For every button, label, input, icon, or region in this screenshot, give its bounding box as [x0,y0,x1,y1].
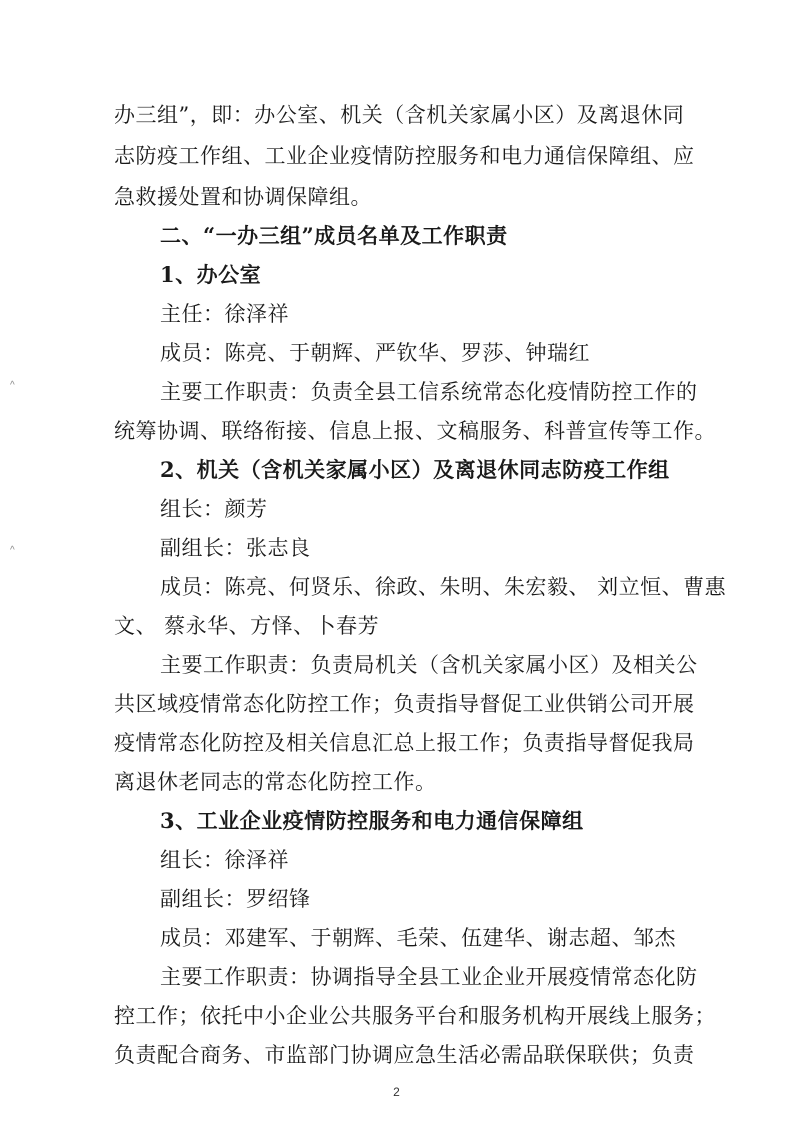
paragraph-line: 疫情常态化防控及相关信息汇总上报工作；负责指导督促我局 [114,731,695,755]
paragraph-line: 主要工作职责：负责局机关（含机关家属小区）及相关公 [160,653,698,677]
subsection-heading: 3、工业企业疫情防控服务和电力通信保障组 [160,808,584,833]
page-number: 2 [393,1085,400,1099]
paragraph-line: 负责配合商务、市监部门协调应急生活必需品联保联供；负责 [114,1043,695,1067]
paragraph-line: 离退休老同志的常态化防控工作。 [114,770,437,794]
paragraph-line: 主要工作职责：负责全县工信系统常态化疫情防控工作的 [160,380,698,404]
paragraph-line: 组长：颜芳 [160,497,268,521]
subsection-heading: 1、办公室 [160,262,262,287]
section-heading: 二、“一办三组”成员名单及工作职责 [160,223,508,248]
paragraph-line: 共区域疫情常态化防控工作；负责指导督促工业供销公司开展 [114,692,695,716]
paragraph-line: 文、 蔡永华、方怿、卜春芳 [114,614,380,638]
paragraph-line: 急救援处置和协调保障组。 [114,185,372,209]
margin-mark: ^ [10,380,15,391]
paragraph-line: 办三组”，即：办公室、机关（含机关家属小区）及离退休同 [114,103,685,127]
paragraph-line: 组长：徐泽祥 [160,848,289,872]
paragraph-line: 志防疫工作组、工业企业疫情防控服务和电力通信保障组、应 [114,144,695,168]
paragraph-line: 副组长：罗绍锋 [160,887,311,911]
paragraph-line: 成员：陈亮、何贤乐、徐政、朱明、朱宏毅、 刘立恒、曹惠 [160,575,727,599]
margin-mark: ^ [10,545,15,556]
paragraph-line: 成员：陈亮、于朝辉、严钦华、罗莎、钟瑞红 [160,341,590,365]
subsection-heading: 2、机关（含机关家属小区）及离退休同志防疫工作组 [160,457,670,482]
paragraph-line: 主要工作职责：协调指导全县工业企业开展疫情常态化防 [160,965,698,989]
paragraph-line: 统筹协调、联络衔接、信息上报、文稿服务、科普宣传等工作。 [114,419,716,443]
paragraph-line: 副组长：张志良 [160,536,311,560]
paragraph-line: 主任：徐泽祥 [160,302,289,326]
paragraph-line: 成员：邓建军、于朝辉、毛荣、伍建华、谢志超、邹杰 [160,926,676,950]
paragraph-line: 控工作；依托中小企业公共服务平台和服务机构开展线上服务； [114,1004,716,1028]
